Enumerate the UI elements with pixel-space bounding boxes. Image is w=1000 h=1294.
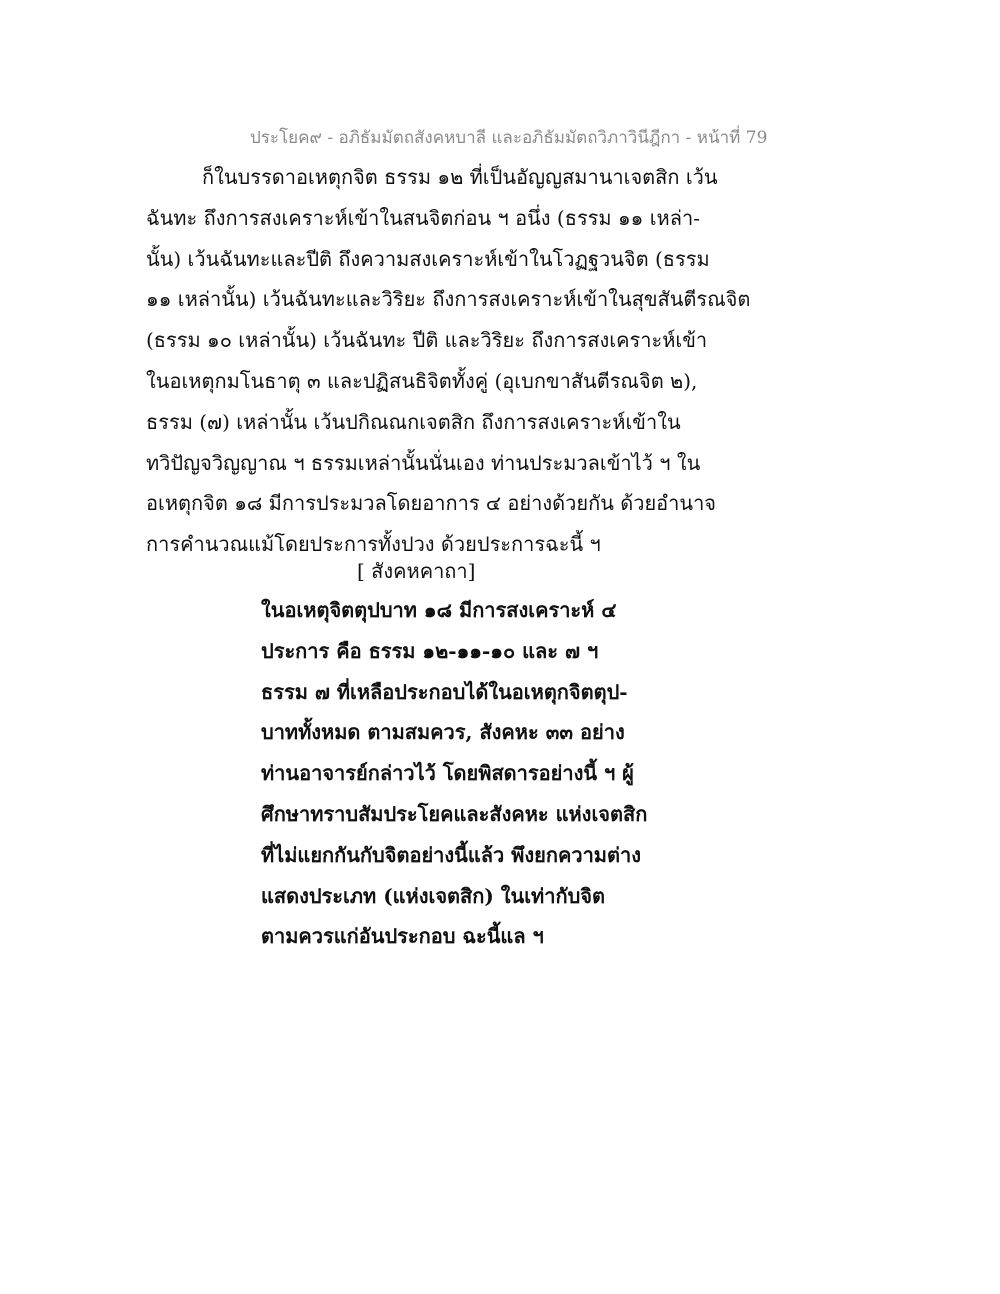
- paragraph-line: ฉันทะ ถึงการสงเคราะห์เข้าในสนจิตก่อน ฯ อนึ่ง (ธรรม ๑๑ เหล่า-: [146, 205, 700, 230]
- verse-line: ท่านอาจารย์กล่าวไว้ โดยพิสดารอย่างนี้ ฯ ผู้: [261, 761, 634, 786]
- paragraph-line: ก็ในบรรดาอเหตุกจิต ธรรม ๑๒ ที่เป็นอัญญสมานาเจตสิก เว้น: [202, 165, 718, 189]
- paragraph-line: (ธรรม ๑๐ เหล่านั้น) เว้นฉันทะ ปีติ และวิริยะ ถึงการสงเคราะห์เข้า: [146, 328, 708, 353]
- verse-block: [261, 590, 681, 957]
- verse-line: ในอเหตุจิตตุปบาท ๑๘ มีการสงเคราะห์ ๔: [261, 598, 617, 622]
- paragraph-line: ในอเหตุกมโนธาตุ ๓ และปฏิสนธิจิตทั้งคู่ (อุเบกขาสันตีรณจิต ๒),: [146, 368, 698, 393]
- verse-line: ประการ คือ ธรรม ๑๒-๑๑-๑๐ และ ๗ ฯ: [261, 638, 599, 663]
- verse-heading: [ สังคหคาถา]: [357, 559, 476, 583]
- paragraph-line: การคำนวณแม้โดยประการทั้งปวง ด้วยประการฉะนี้ ฯ: [146, 532, 601, 557]
- running-header: ประโยค๙ - อภิธัมมัตถสังคหบาลี และอภิธัมมัตถวิภาวินีฎีกา - หน้าที่ 79: [250, 128, 768, 148]
- paragraph-line: ๑๑ เหล่านั้น) เว้นฉันทะและวิริยะ ถึงการสงเคราะห์เข้าในสุขสันตีรณจิต: [146, 287, 751, 312]
- paragraph-line: นั้น) เว้นฉันทะและปีติ ถึงความสงเคราะห์เข้าในโวฏฐวนจิต (ธรรม: [146, 246, 710, 271]
- paragraph-line: ทวิปัญจวิญญาณ ฯ ธรรมเหล่านั้นนั่นเอง ท่านประมวลเข้าไว้ ฯ ใน: [146, 450, 701, 475]
- verse-line: แสดงประเภท (แห่งเจตสิก) ในเท่ากับจิต: [261, 883, 605, 908]
- verse-line: ที่ไม่แยกกันกับจิตอย่างนี้แล้ว พึงยกความต่าง: [261, 842, 641, 867]
- body-paragraph: [146, 157, 751, 565]
- paragraph-line: อเหตุกจิต ๑๘ มีการประมวลโดยอาการ ๔ อย่างด้วยกัน ด้วยอำนาจ: [146, 491, 717, 516]
- verse-line: ตามควรแก่อันประกอบ ฉะนี้แล ฯ: [261, 924, 544, 949]
- paragraph-line: ธรรม (๗) เหล่านั้น เว้นปกิณณกเจตสิก ถึงการสงเคราะห์เข้าใน: [146, 409, 681, 434]
- verse-line: ธรรม ๗ ที่เหลือประกอบได้ในอเหตุกจิตตุป-: [261, 679, 628, 704]
- verse-line: บาททั้งหมด ตามสมควร, สังคหะ ๓๓ อย่าง: [261, 720, 625, 745]
- verse-line: ศึกษาทราบสัมประโยคและสังคหะ แห่งเจตสิก: [261, 801, 648, 826]
